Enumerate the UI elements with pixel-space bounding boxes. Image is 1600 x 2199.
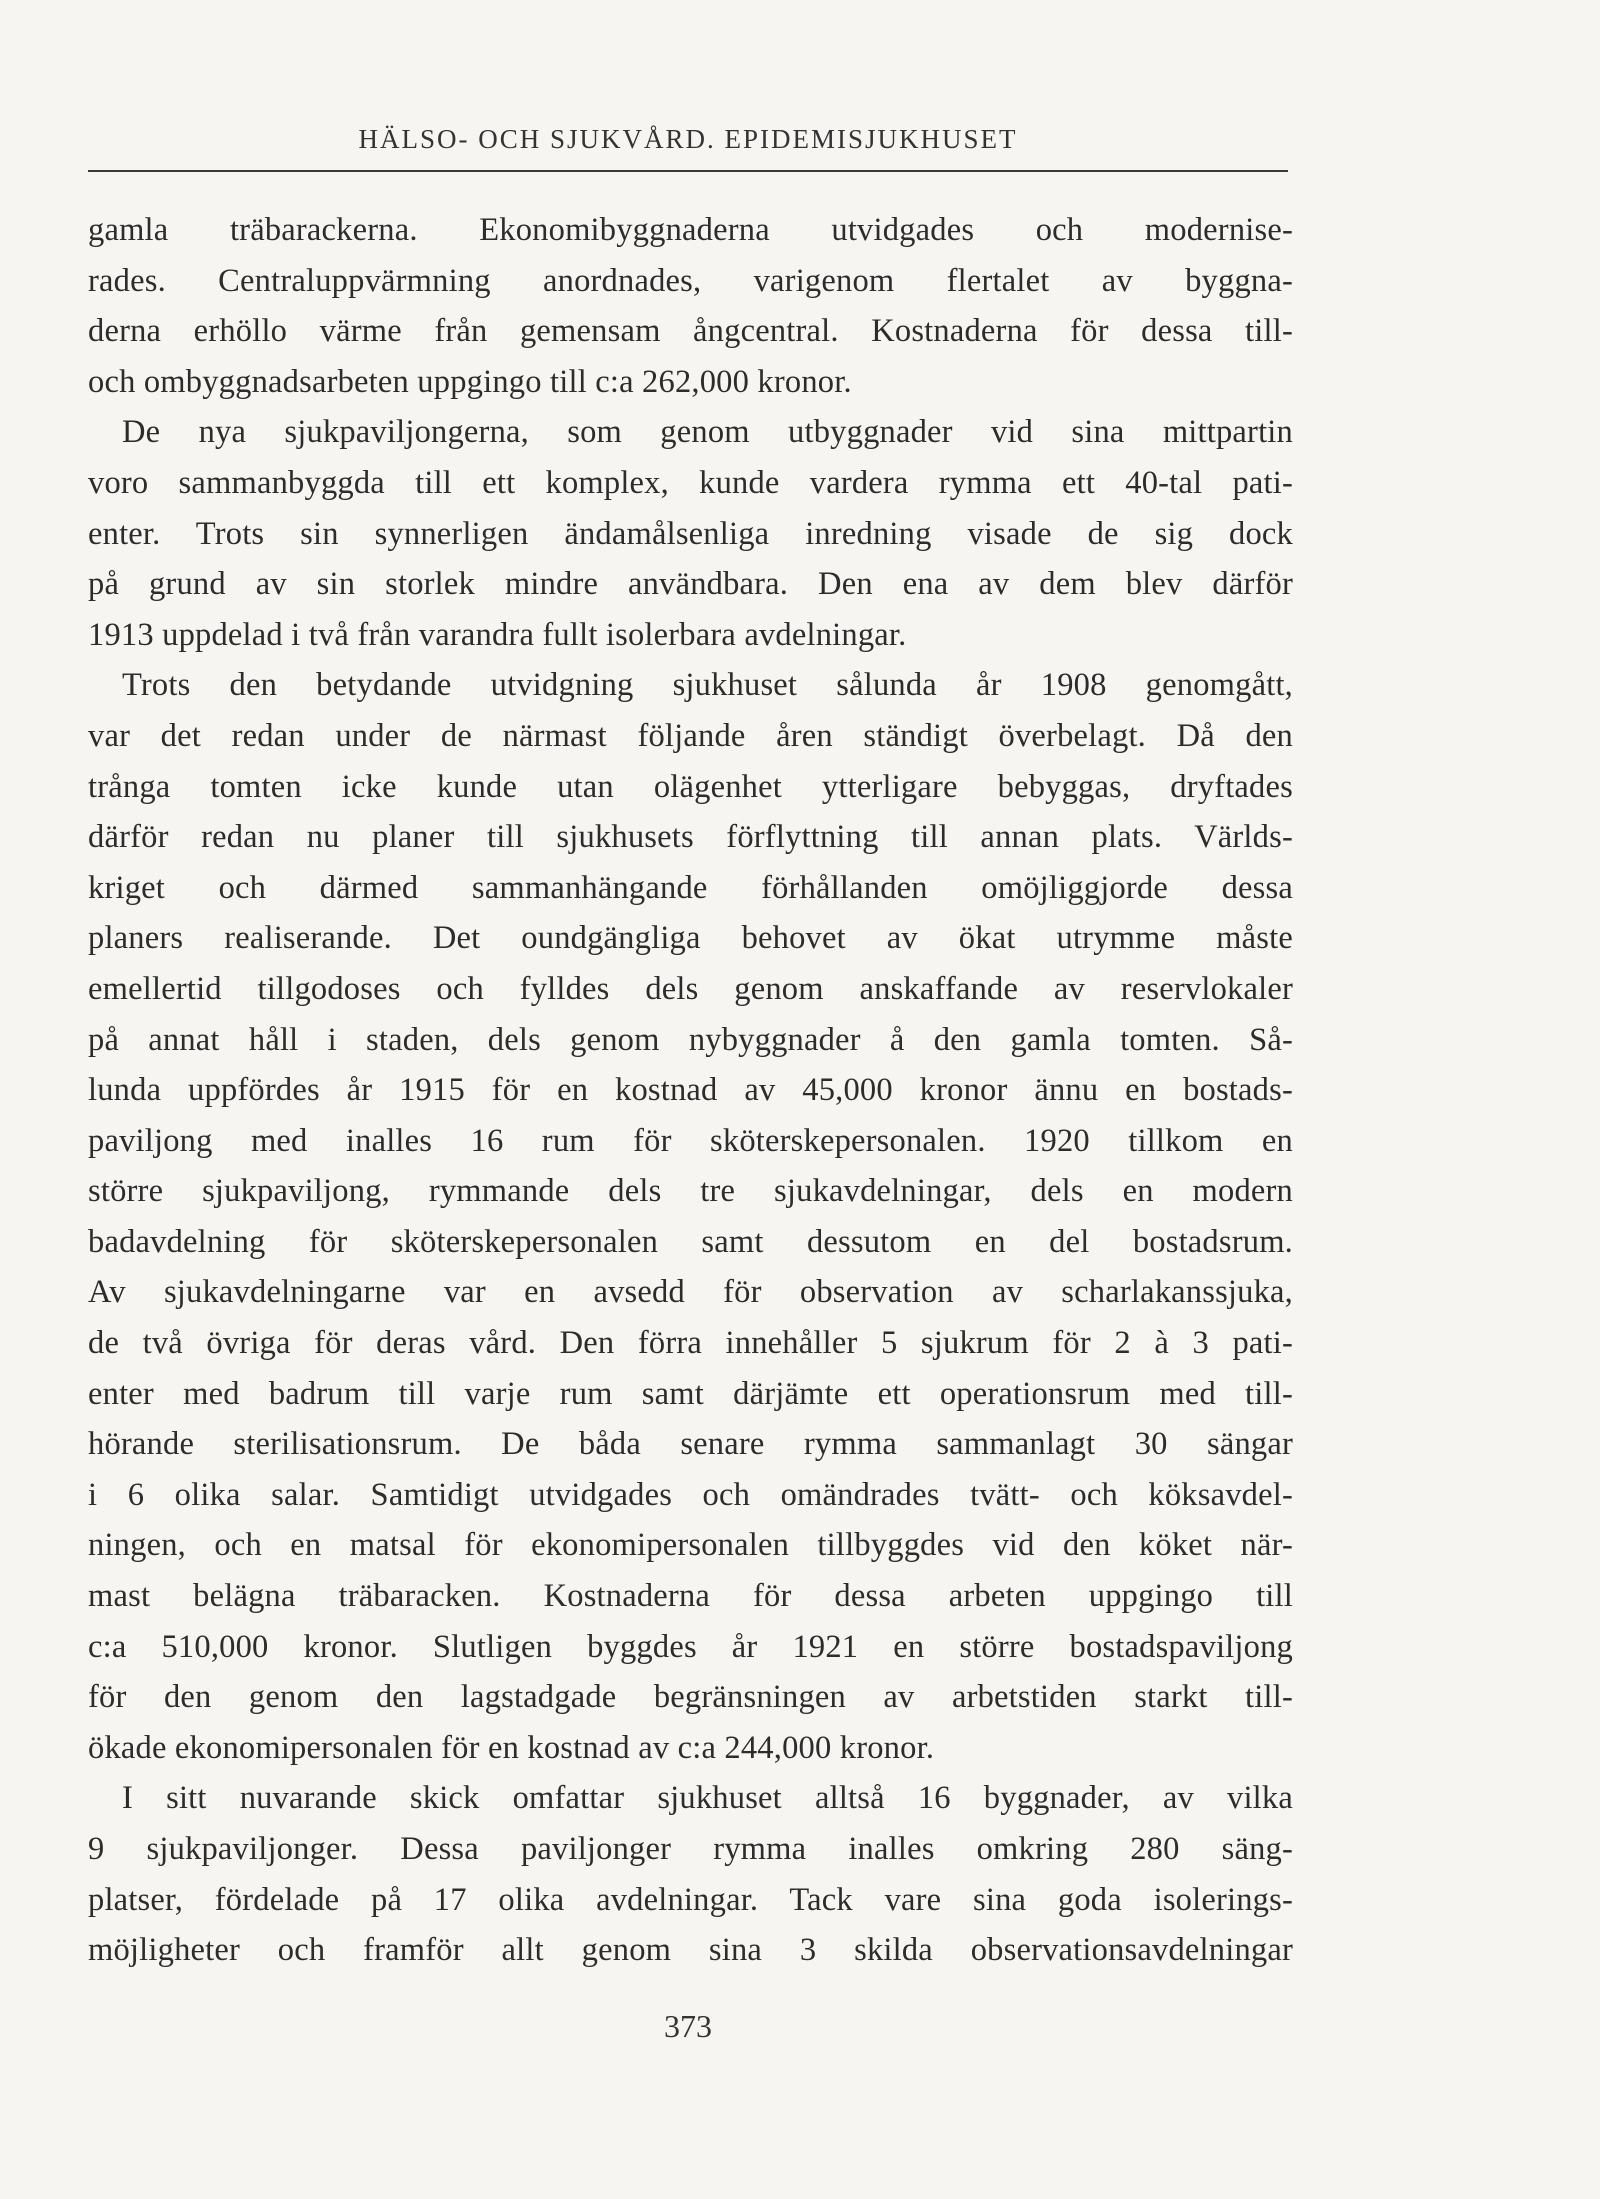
text-line: ningen, och en matsal för ekonomipersonalen tillbyggdes vid den köket när- bbox=[88, 1527, 1293, 1564]
text-line: möjligheter och framför allt genom sina 3 skilda observationsavdelningar bbox=[88, 1932, 1293, 1969]
text-line: De nya sjukpaviljongerna, som genom utbyggnader vid sina mittpartin bbox=[122, 414, 1293, 451]
text-line: c:a 510,000 kronor. Slutligen byggdes år 1921 en större bostadspaviljong bbox=[88, 1628, 1293, 1665]
header-rule bbox=[88, 170, 1288, 172]
text-line: planers realiserande. Det oundgängliga behovet av ökat utrymme måste bbox=[88, 920, 1293, 957]
text-line: var det redan under de närmast följande åren ständigt överbelagt. Då den bbox=[88, 717, 1293, 754]
text-line: ökade ekonomipersonalen för en kostnad av c:a 244,000 kronor. bbox=[88, 1729, 935, 1766]
text-line: Trots den betydande utvidgning sjukhuset sålunda år 1908 genomgått, bbox=[122, 667, 1293, 704]
text-line: enter. Trots sin synnerligen ändamålsenliga inredning visade de sig dock bbox=[88, 515, 1293, 552]
text-line: i 6 olika salar. Samtidigt utvidgades och omändrades tvätt- och köksavdel- bbox=[88, 1476, 1293, 1513]
text-line: större sjukpaviljong, rymmande dels tre sjukavdelningar, dels en modern bbox=[88, 1173, 1293, 1210]
text-line: voro sammanbyggda till ett komplex, kunde vardera rymma ett 40-tal pati- bbox=[88, 464, 1293, 501]
text-line: enter med badrum till varje rum samt därjämte ett operationsrum med till- bbox=[88, 1375, 1293, 1412]
text-line: de två övriga för deras vård. Den förra innehåller 5 sjukrum för 2 à 3 pati- bbox=[88, 1325, 1293, 1362]
text-line: I sitt nuvarande skick omfattar sjukhuset alltså 16 byggnader, av vilka bbox=[122, 1780, 1293, 1817]
text-line: platser, fördelade på 17 olika avdelningar. Tack vare sina goda isolerings- bbox=[88, 1881, 1293, 1918]
text-line: kriget och därmed sammanhängande förhållanden omöjliggjorde dessa bbox=[88, 869, 1293, 906]
body-text bbox=[88, 205, 1293, 1976]
text-line: lunda uppfördes år 1915 för en kostnad av 45,000 kronor ännu en bostads- bbox=[88, 1072, 1293, 1109]
text-line: emellertid tillgodoses och fylldes dels genom anskaffande av reservlokaler bbox=[88, 970, 1293, 1007]
text-line: rades. Centraluppvärmning anordnades, varigenom flertalet av byggna- bbox=[88, 262, 1293, 299]
text-line: gamla träbarackerna. Ekonomibyggnaderna utvidgades och modernise- bbox=[88, 212, 1293, 248]
page-number: 373 bbox=[664, 2008, 712, 2044]
text-line: paviljong med inalles 16 rum för sköterskepersonalen. 1920 tillkom en bbox=[88, 1122, 1293, 1159]
text-line: på annat håll i staden, dels genom nybyggnader å den gamla tomten. Så- bbox=[88, 1021, 1293, 1058]
text-line: trånga tomten icke kunde utan olägenhet ytterligare bebyggas, dryftades bbox=[88, 768, 1293, 805]
text-line: derna erhöllo värme från gemensam ångcentral. Kostnaderna för dessa till- bbox=[88, 313, 1293, 350]
running-header: HÄLSO- OCH SJUKVÅRD. EPIDEMISJUKHUSET bbox=[358, 124, 1018, 154]
text-line: mast belägna träbaracken. Kostnaderna för dessa arbeten uppgingo till bbox=[88, 1578, 1293, 1615]
text-line: därför redan nu planer till sjukhusets förflyttning till annan plats. Världs- bbox=[88, 819, 1293, 856]
text-line: 1913 uppdelad i två från varandra fullt isolerbara avdelningar. bbox=[88, 616, 907, 653]
text-line: på grund av sin storlek mindre användbara. Den ena av dem blev därför bbox=[88, 566, 1293, 603]
text-line: och ombyggnadsarbeten uppgingo till c:a 262,000 kronor. bbox=[88, 363, 852, 400]
text-line: 9 sjukpaviljonger. Dessa paviljonger rymma inalles omkring 280 säng- bbox=[88, 1831, 1293, 1867]
text-line: hörande sterilisationsrum. De båda senare rymma sammanlagt 30 sängar bbox=[88, 1426, 1293, 1463]
text-line: badavdelning för sköterskepersonalen samt dessutom en del bostadsrum. bbox=[88, 1223, 1293, 1260]
text-line: för den genom den lagstadgade begränsningen av arbetstiden starkt till- bbox=[88, 1679, 1293, 1716]
text-line: Av sjukavdelningarne var en avsedd för observation av scharlakanssjuka, bbox=[88, 1274, 1293, 1311]
